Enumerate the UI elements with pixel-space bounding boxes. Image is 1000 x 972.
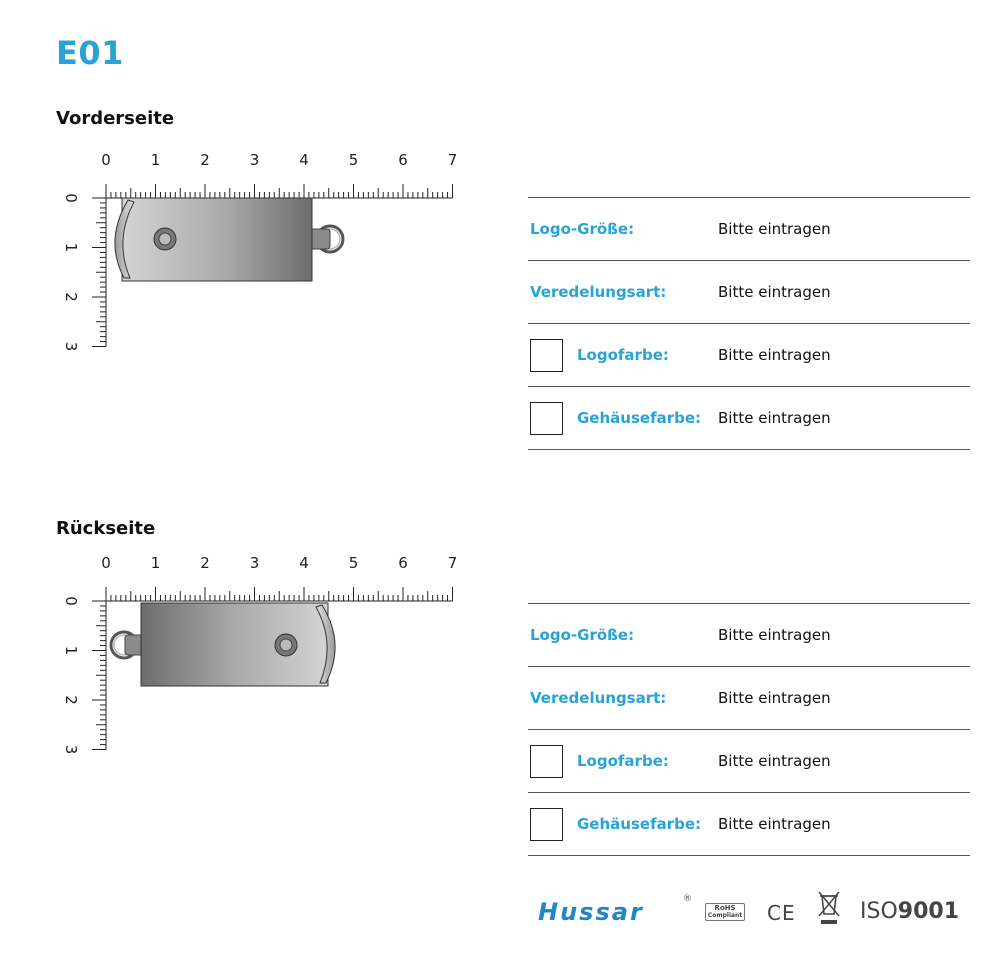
back-heading: Rückseite (56, 518, 156, 539)
front-ruler-x-labels (101, 151, 457, 169)
rohs-compliant-text: Compliant (707, 912, 743, 919)
back-ruler-x-labels (101, 554, 457, 572)
back-ruler-x-label: 2 (200, 554, 210, 572)
registered-mark: ® (683, 894, 692, 904)
front-ruler-y-label: 1 (62, 242, 80, 253)
back-ruler-y-label: 3 (62, 744, 80, 755)
ce-mark: CE (767, 901, 796, 925)
back-ruler-y-labels (62, 596, 80, 754)
back-ruler-x-label: 6 (398, 554, 408, 572)
front-spec-table (528, 197, 970, 450)
front-row-logo-color (528, 323, 970, 386)
back-finishing-label: Veredelungsart: (530, 689, 667, 707)
back-case-color-value[interactable]: Bitte eintragen (718, 815, 831, 833)
back-ruler-x-label: 0 (101, 554, 111, 572)
back-row-case-color (528, 792, 970, 856)
front-row-logo-size (528, 197, 970, 260)
front-ruler-x-label: 5 (348, 151, 359, 169)
back-ruler-y-label: 2 (62, 695, 80, 705)
front-ruler-y-labels (62, 193, 80, 351)
back-row-logo-size (528, 603, 970, 666)
back-ruler-x-label: 4 (299, 554, 309, 572)
front-heading: Vorderseite (56, 108, 175, 129)
back-ruler-x-label: 5 (348, 554, 359, 572)
back-row-logo-color (528, 729, 970, 792)
front-ruler-y-label: 2 (62, 292, 80, 302)
weee-bin-icon (816, 890, 842, 926)
page-title: E01 (56, 34, 124, 72)
front-logo-size-label: Logo-Größe: (530, 220, 635, 238)
iso-9001-badge (860, 899, 959, 924)
back-ruler-x-label: 7 (447, 554, 458, 572)
front-case-color-value[interactable]: Bitte eintragen (718, 409, 831, 427)
back-logo-size-value[interactable]: Bitte eintragen (718, 626, 831, 644)
front-logo-size-value[interactable]: Bitte eintragen (718, 220, 831, 238)
front-ruler-x-label: 7 (447, 151, 458, 169)
front-case-color-checkbox[interactable] (530, 402, 563, 435)
front-logo-color-label: Logofarbe: (577, 346, 669, 364)
back-case-color-label: Gehäusefarbe: (577, 815, 702, 833)
back-ruler-y-label: 1 (62, 645, 80, 656)
front-logo-color-value[interactable]: Bitte eintragen (718, 346, 831, 364)
certification-footer (538, 890, 968, 930)
usb-stick-back-image (111, 603, 335, 686)
back-logo-color-value[interactable]: Bitte eintragen (718, 752, 831, 770)
back-logo-color-label: Logofarbe: (577, 752, 669, 770)
front-ruler-x-label: 2 (200, 151, 210, 169)
front-row-case-color (528, 386, 970, 450)
back-ruler-x-label: 3 (249, 554, 260, 572)
front-ruler-x-label: 1 (150, 151, 161, 169)
back-ruler-drawing (50, 553, 470, 783)
front-ruler-x-label: 0 (101, 151, 111, 169)
front-ruler-x-label: 6 (398, 151, 408, 169)
back-ruler-x-label: 1 (150, 554, 161, 572)
front-ruler-y-label: 0 (62, 193, 80, 203)
back-logo-color-checkbox[interactable] (530, 745, 563, 778)
usb-stick-front-image (115, 198, 343, 281)
back-row-finishing (528, 666, 970, 729)
back-ruler-y-label: 0 (62, 596, 80, 606)
iso-prefix: ISO (860, 899, 898, 924)
front-case-color-label: Gehäusefarbe: (577, 409, 702, 427)
back-case-color-checkbox[interactable] (530, 808, 563, 841)
hussar-logo: Hussar (538, 898, 644, 926)
front-ruler-x-label: 3 (249, 151, 260, 169)
front-finishing-label: Veredelungsart: (530, 283, 667, 301)
rohs-text: RoHS (714, 904, 736, 912)
front-row-finishing (528, 260, 970, 323)
front-ruler-x-label: 4 (299, 151, 309, 169)
front-finishing-value[interactable]: Bitte eintragen (718, 283, 831, 301)
front-logo-color-checkbox[interactable] (530, 339, 563, 372)
front-ruler-y-label: 3 (62, 341, 80, 352)
back-spec-table (528, 603, 970, 856)
front-ruler-drawing (50, 150, 470, 380)
iso-number: 9001 (897, 899, 960, 924)
rohs-badge (705, 903, 745, 921)
back-logo-size-label: Logo-Größe: (530, 626, 635, 644)
back-finishing-value[interactable]: Bitte eintragen (718, 689, 831, 707)
